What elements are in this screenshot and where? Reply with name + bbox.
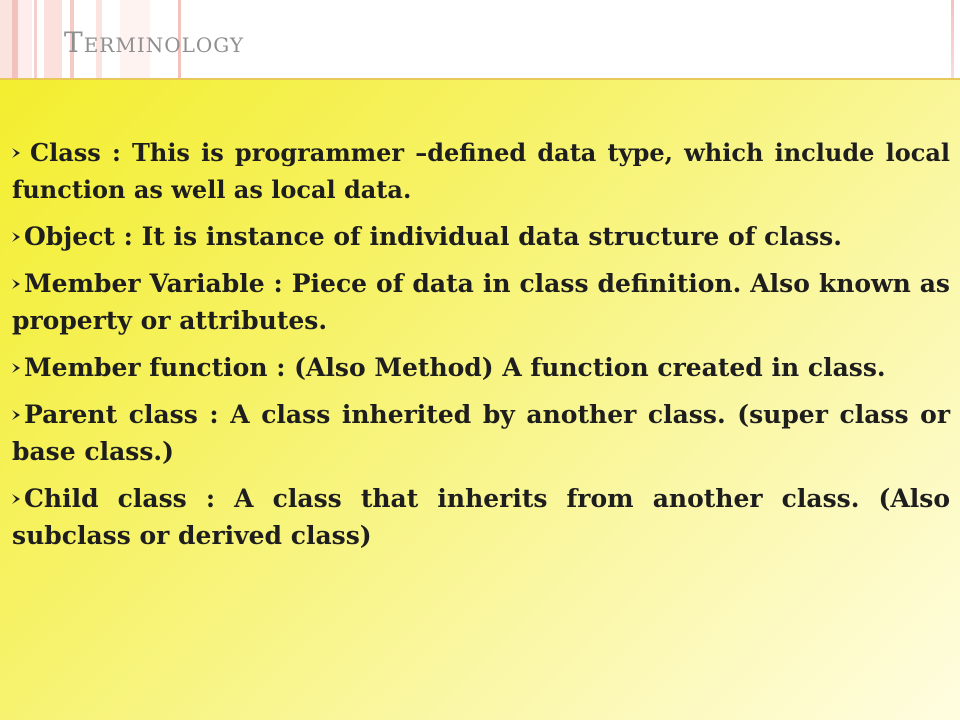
bullet-text: Parent class : A class inherited by another class. (super class or base class.) — [12, 400, 950, 466]
list-item — [12, 134, 950, 208]
title-rest: ERMINOLOGY — [83, 33, 245, 57]
arrow-bullet-icon — [12, 363, 20, 373]
arrow-bullet-icon — [12, 232, 20, 242]
bullet-list — [12, 134, 950, 564]
list-item — [12, 396, 950, 470]
arrow-bullet-icon — [12, 279, 20, 289]
content-box — [0, 78, 960, 720]
stripe — [34, 0, 37, 80]
arrow-bullet-icon — [12, 494, 20, 504]
bullet-text: Class : This is programmer –defined data type, which include local function as well as local data. — [12, 138, 950, 204]
title-initial: T — [64, 26, 84, 59]
list-item — [12, 480, 950, 554]
list-item — [12, 265, 950, 339]
stripe — [44, 0, 62, 80]
frame-border — [951, 0, 954, 80]
stripe — [0, 0, 12, 80]
bullet-text: Member function : (Also Method) A function created in class. — [24, 353, 886, 382]
arrow-bullet-icon — [12, 410, 20, 420]
list-item — [12, 349, 950, 386]
bullet-text: Child class : A class that inherits from another class. (Also subclass or derived class) — [12, 484, 950, 550]
list-item — [12, 218, 950, 255]
bullet-text: Object : It is instance of individual data structure of class. — [24, 222, 842, 251]
arrow-bullet-icon — [12, 148, 20, 158]
slide-title — [64, 26, 244, 59]
bullet-text: Member Variable : Piece of data in class definition. Also known as property or attributes. — [12, 269, 950, 335]
stripe — [18, 0, 32, 80]
